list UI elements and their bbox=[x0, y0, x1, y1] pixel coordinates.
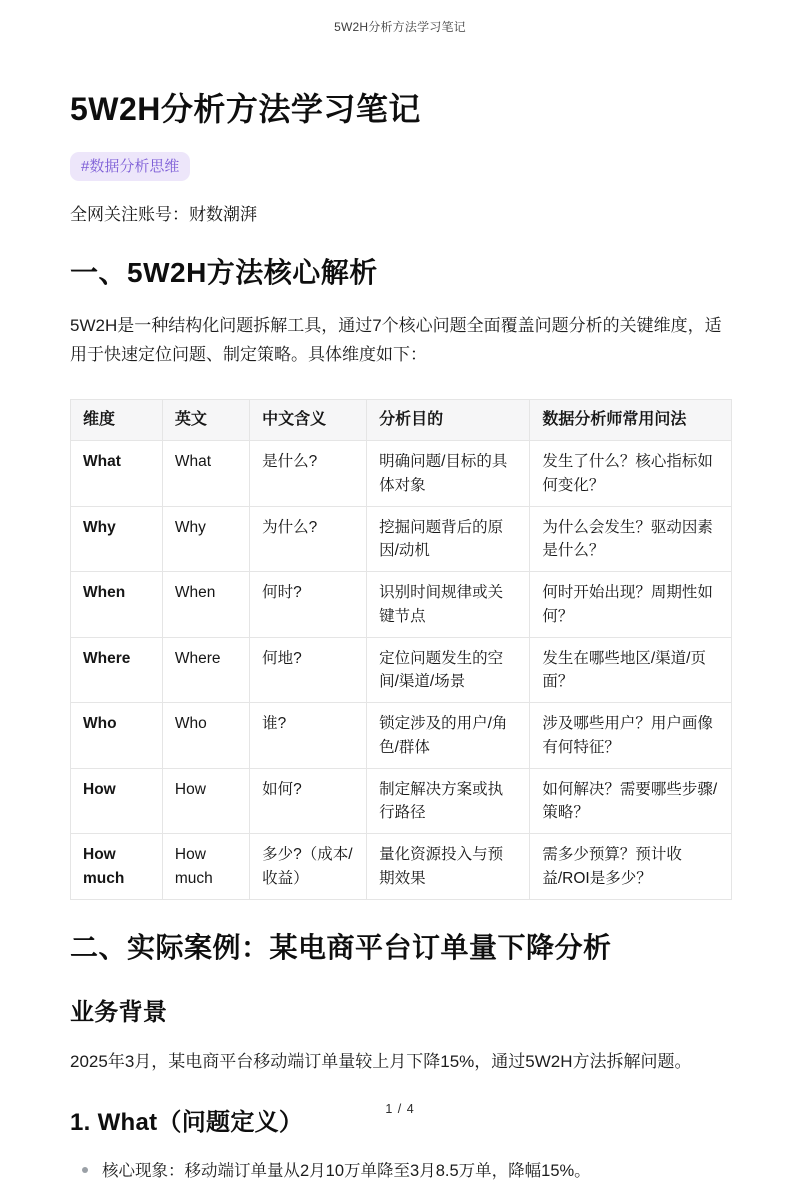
table-cell: 制定解决方案或执行路径 bbox=[367, 768, 530, 834]
bullet-dot-icon bbox=[82, 1167, 88, 1173]
table-cell: Why bbox=[162, 506, 249, 572]
table-cell: What bbox=[162, 441, 249, 507]
table-cell: 何地? bbox=[250, 637, 367, 703]
table-cell: When bbox=[162, 572, 249, 638]
table-header-cell: 分析目的 bbox=[367, 400, 530, 441]
table-row bbox=[71, 834, 732, 900]
table-header-row bbox=[71, 400, 732, 441]
table-cell: 发生了什么？核心指标如何变化？ bbox=[530, 441, 732, 507]
list-item bbox=[70, 1159, 732, 1185]
table-cell: 如何? bbox=[250, 768, 367, 834]
table-cell: 发生在哪些地区/渠道/页面？ bbox=[530, 637, 732, 703]
table-cell: 为什么? bbox=[250, 506, 367, 572]
table-cell: How much bbox=[162, 834, 249, 900]
table-cell: 多少?（成本/收益） bbox=[250, 834, 367, 900]
table-row-header-cell: How much bbox=[71, 834, 163, 900]
table-cell: How bbox=[162, 768, 249, 834]
intro-paragraph: 5W2H是一种结构化问题拆解工具，通过7个核心问题全面覆盖问题分析的关键维度，适用于快速定位问题、制定策略。具体维度如下： bbox=[70, 316, 722, 365]
table-header-cell: 维度 bbox=[71, 400, 163, 441]
running-header: 5W2H分析方法学习笔记 bbox=[334, 20, 466, 34]
topic-tag[interactable]: #数据分析思维 bbox=[70, 152, 190, 181]
bullet-text: 核心现象：移动端订单量从2月10万单降至3月8.5万单，降幅15%。 bbox=[102, 1162, 591, 1181]
table-row bbox=[71, 703, 732, 769]
table-cell: 定位问题发生的空间/渠道/场景 bbox=[367, 637, 530, 703]
table-cell: 涉及哪些用户？用户画像有何特征？ bbox=[530, 703, 732, 769]
table-cell: 何时开始出现？周期性如何？ bbox=[530, 572, 732, 638]
table-cell: 如何解决？需要哪些步骤/策略？ bbox=[530, 768, 732, 834]
table-header-cell: 数据分析师常用问法 bbox=[530, 400, 732, 441]
table-cell: 何时? bbox=[250, 572, 367, 638]
table-cell: 为什么会发生？驱动因素是什么？ bbox=[530, 506, 732, 572]
table-row-header-cell: Where bbox=[71, 637, 163, 703]
table-row-header-cell: How bbox=[71, 768, 163, 834]
table-row-header-cell: What bbox=[71, 441, 163, 507]
table-cell: 明确问题/目标的具体对象 bbox=[367, 441, 530, 507]
table-header-cell: 中文含义 bbox=[250, 400, 367, 441]
subheading-what-definition: 1. What（问题定义） bbox=[70, 1109, 304, 1137]
table-cell: 锁定涉及的用户/角色/群体 bbox=[367, 703, 530, 769]
table-cell: 是什么? bbox=[250, 441, 367, 507]
table-row bbox=[71, 506, 732, 572]
table-cell: Where bbox=[162, 637, 249, 703]
page-title: 5W2H分析方法学习笔记 bbox=[70, 91, 421, 127]
account-line: 全网关注账号：财数潮湃 bbox=[70, 205, 257, 224]
table-cell: 识别时间规律或关键节点 bbox=[367, 572, 530, 638]
table-header-cell: 英文 bbox=[162, 400, 249, 441]
subheading-business-background: 业务背景 bbox=[70, 998, 168, 1026]
table-body bbox=[71, 441, 732, 900]
table-cell: 挖掘问题背后的原因/动机 bbox=[367, 506, 530, 572]
dimensions-table bbox=[70, 399, 732, 900]
section-heading-case-study: 二、实际案例：某电商平台订单量下降分析 bbox=[70, 931, 612, 963]
table-row bbox=[71, 441, 732, 507]
table-cell: 需多少预算？预计收益/ROI是多少？ bbox=[530, 834, 732, 900]
table-cell: 谁? bbox=[250, 703, 367, 769]
background-paragraph: 2025年3月，某电商平台移动端订单量较上月下降15%，通过5W2H方法拆解问题。 bbox=[70, 1051, 692, 1071]
section-heading-core-analysis: 一、5W2H方法核心解析 bbox=[70, 257, 378, 288]
page-number-indicator: 1 / 4 bbox=[385, 1102, 415, 1116]
table-cell: Who bbox=[162, 703, 249, 769]
table-row bbox=[71, 768, 732, 834]
table-cell: 量化资源投入与预期效果 bbox=[367, 834, 530, 900]
table-row-header-cell: Who bbox=[71, 703, 163, 769]
table-row-header-cell: Why bbox=[71, 506, 163, 572]
bullet-list bbox=[70, 1159, 732, 1185]
table-row bbox=[71, 637, 732, 703]
table-row bbox=[71, 572, 732, 638]
table-row-header-cell: When bbox=[71, 572, 163, 638]
tag-row bbox=[70, 152, 732, 181]
